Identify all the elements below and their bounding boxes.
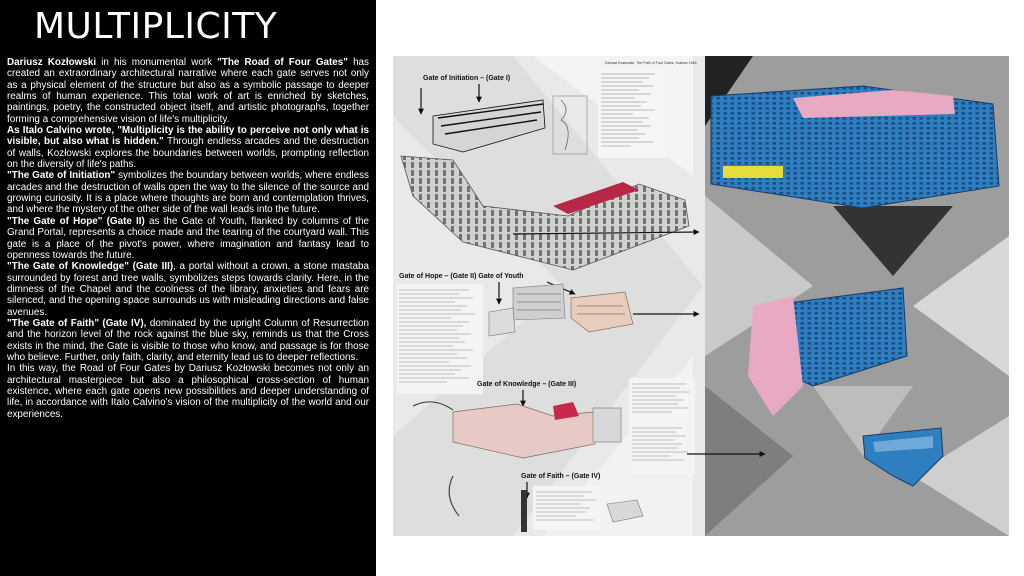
collage-drawing xyxy=(393,56,1009,536)
gate-initiation-text: symbolizes the boundary between worlds, where endless arcades and the destruction of walls open the way to the silence of the source and growing curiosity. It is a place where thoughts are born and contemplation thrives, and where the mystery of the other side of the wall leads into the future. xyxy=(7,170,369,216)
paragraph-intro xyxy=(7,57,369,125)
gate-hope-text: as the Gate of Youth, flanked by columns of the Grand Portal, represents a choice made and the tearing of the courtyard wall. This gate is a place of the pivot's power, where imagination and fantasy lead to openness towards the future. xyxy=(7,215,369,261)
notes-gate-3-card xyxy=(629,378,695,474)
conclusion-text: In this way, the Road of Four Gates by Dariusz Kozłowski becomes not only an architectural masterpiece but also a philosophical cross-section of human existence, where each gate opens new possibilities and deeper understanding of life, in accordance with Italo Calvino's vision of the multiplicity of the world and our experiences. xyxy=(7,363,369,420)
yellow-band xyxy=(723,166,783,178)
gate-initiation-heading: "The Gate of Initiation" xyxy=(7,170,116,182)
text-panel xyxy=(0,0,376,576)
collage-header-note: Dariusz Kozłowski, The Path of Four Gates, Kraków 1984 xyxy=(605,61,697,65)
gate-knowledge-text: , a portal without a crown, a stone mastaba surrounded by forest and tree walls, symbolizes steps towards clarity. Here, in the dimness of the Chapel and the coolness of the library, anxieties and fears are silenced, and the opening space surrounds us with misleading directions and false avenues. xyxy=(7,261,370,318)
label-gate-hope: Gate of Hope – (Gate II) Gate of Youth xyxy=(399,273,524,280)
paragraph-calvino xyxy=(7,125,369,170)
paragraph-gate-hope xyxy=(7,216,369,261)
label-gate-initiation: Gate of Initiation – (Gate I) xyxy=(423,75,511,82)
notes-gate-2-card xyxy=(397,284,483,394)
intro-text-1: in his monumental work xyxy=(96,57,218,68)
gate-knowledge-heading: "The Gate of Knowledge" (Gate III) xyxy=(7,261,174,273)
intro-text-2: has created an extraordinary architectural narrative where each gate serves not only as a physical element of the structure but also as a symbolic passage to deeper realms of human experience. This total work of art is enriched by sketches, paintings, poetry, the constructed object itself, and artistic photographs, together forming a comprehensive vision of life's multiplicity. xyxy=(7,57,369,125)
author-name: Dariusz Kozłowski xyxy=(7,57,97,68)
notes-gate-3 xyxy=(629,378,695,474)
gate-faith-heading: "The Gate of Faith" (Gate IV), xyxy=(7,317,147,329)
architecture-collage xyxy=(393,56,1009,536)
calvino-text: Through endless arcades and the destruction of walls, Kozłowski explores the boundaries between worlds, prompting reflection on the diversity of life's paths. xyxy=(7,136,369,171)
notes-gate-1 xyxy=(598,70,666,158)
label-gate-knowledge: Gate of Knowledge – (Gate III) xyxy=(477,381,577,388)
paragraph-gate-knowledge xyxy=(7,261,369,318)
paragraph-gate-faith xyxy=(7,318,369,363)
essay-text xyxy=(7,57,369,420)
page-title: MULTIPLICITY xyxy=(34,6,278,47)
calvino-quote: As Italo Calvino wrote, "Multiplicity is the ability to perceive not only what is visible, but also what is hidden." xyxy=(7,125,369,148)
paragraph-conclusion xyxy=(7,363,369,420)
work-title: "The Road of Four Gates" xyxy=(217,57,348,68)
gate-faith-text: dominated by the upright Column of Resurrection and the horizon level of the rock against the blue sky, reminds us that the Cross exists in the mind, the Gate is visible to those who know, and passage is for those who believe. Further, only faith, clarity, and eternity lead us to deeper reflections. xyxy=(7,317,370,363)
notes-gate-2 xyxy=(397,284,483,394)
column-of-resurrection xyxy=(521,490,527,532)
label-gate-faith: Gate of Faith – (Gate IV) xyxy=(521,473,601,480)
paragraph-gate-initiation xyxy=(7,170,369,215)
gate-hope-heading: "The Gate of Hope" (Gate II) xyxy=(7,215,145,227)
